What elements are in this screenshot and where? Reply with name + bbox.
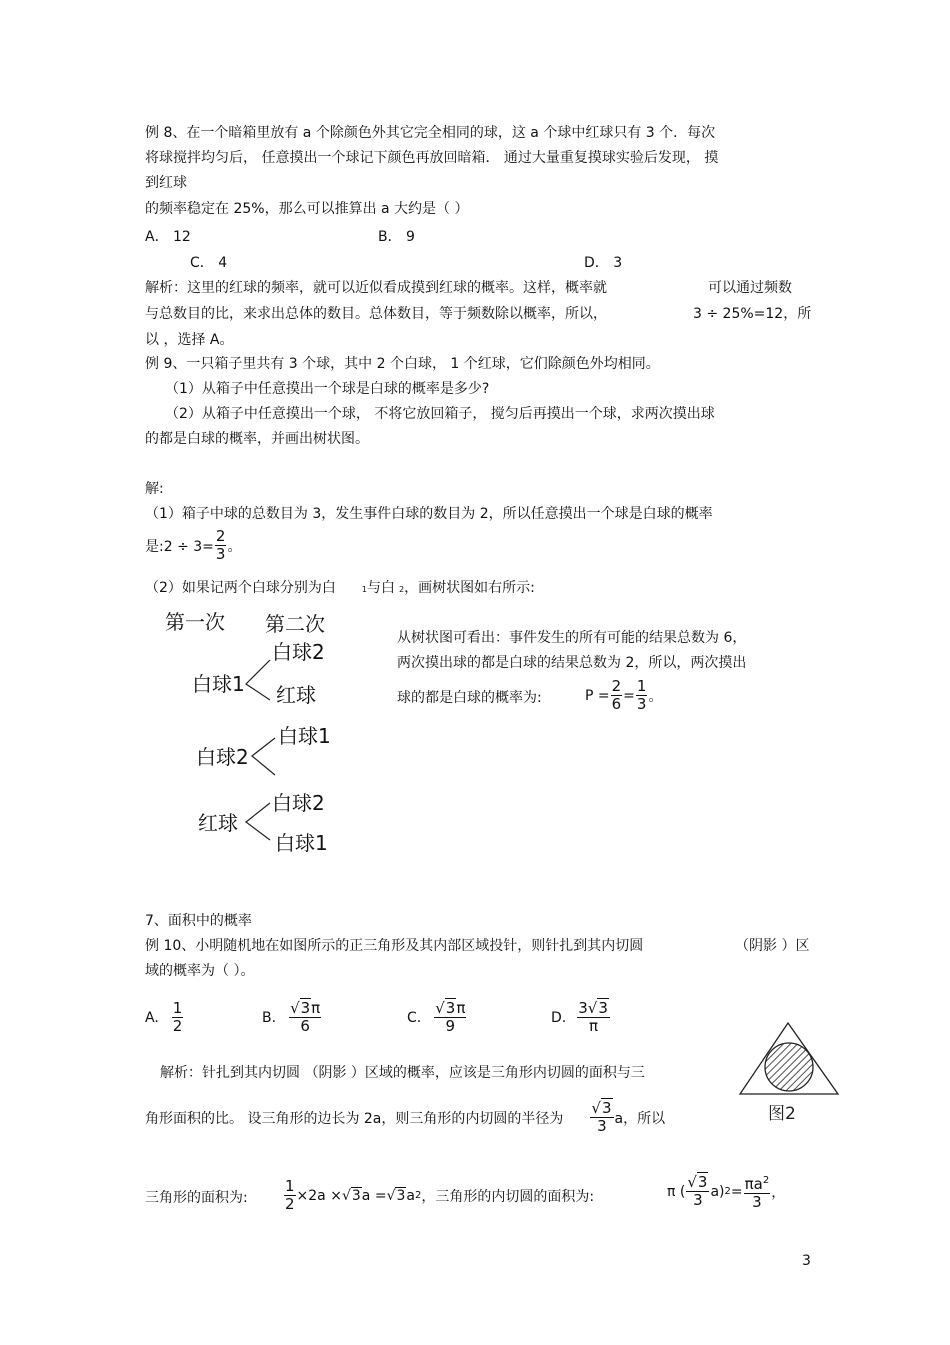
tree-node-b: 白球2 <box>196 745 249 769</box>
ex9-line1: 例 9、一只箱子里共有 3 个球，其中 2 个白球， 1 个红球，它们除颜色外均相同。 <box>145 356 660 372</box>
ex8-line3: 到红球 <box>145 175 187 191</box>
tree-node-c: 红球 <box>198 811 238 835</box>
pi: π <box>456 999 466 1017</box>
fraction-1-3 <box>636 678 648 713</box>
den: π <box>589 1017 599 1035</box>
tree-header-first: 第一次 <box>165 610 225 634</box>
sup: 2 <box>762 1175 770 1186</box>
den: 6 <box>300 1017 310 1035</box>
num: √3π <box>435 999 466 1017</box>
tree-node-b1: 白球1 <box>278 724 331 748</box>
ex9-question-2: （2）从箱子中任意摸出一个球， 不将它放回箱子， 搅匀后再摸出一个球，求两次摸出球 <box>165 406 715 422</box>
ex9-probability-formula <box>585 678 662 713</box>
s1b-post: 。 <box>227 538 242 555</box>
opt-label: A. <box>145 1009 159 1026</box>
branch-a <box>246 660 270 700</box>
p-lhs: P = <box>585 687 610 704</box>
fraction-2-6 <box>611 678 623 713</box>
ex8-option-c: C． 4 <box>190 255 228 271</box>
triangle-incircle-figure <box>738 1018 842 1128</box>
ex10-analysis-2 <box>145 1100 665 1135</box>
den: 9 <box>445 1017 456 1035</box>
ex10-option-b <box>262 1000 322 1035</box>
sub2: 2 <box>399 585 405 594</box>
c-end: ， <box>771 1184 786 1201</box>
c-t: a) <box>710 1183 725 1200</box>
sqrt-val: 3 <box>351 1187 361 1204</box>
num: 2 <box>611 677 622 695</box>
sub1: 1 <box>361 585 368 594</box>
tree-node-c1: 白球2 <box>272 791 325 815</box>
den: 3 <box>215 545 226 563</box>
num: √3 <box>591 1099 612 1117</box>
ex8-option-b: B． 9 <box>378 229 415 245</box>
den: 3 <box>636 695 647 713</box>
an3b: ，三角形的内切圆的面积为: <box>421 1188 595 1205</box>
s2a: （2）如果记两个白球分别为白 <box>145 580 336 596</box>
pia: πa <box>744 1175 763 1193</box>
t3: a <box>406 1187 415 1204</box>
circle-area-formula <box>667 1172 785 1211</box>
ex8-line4: 的频率稳定在 25%，那么可以推算出 a 大约是（ ） <box>145 201 469 217</box>
ex8-analysis-2: 与总数目的比，来求出总体的数目。总体数目，等于频数除以概率，所以， <box>145 306 607 322</box>
ex8-option-d: D． 3 <box>584 255 623 271</box>
fraction <box>172 1000 184 1035</box>
ex9-solution-1: （1）箱子中球的总数目为 3，发生事件白球的数目为 2，所以任意摸出一个球是白球的概率 <box>145 506 713 522</box>
opt-label: B. <box>262 1009 277 1026</box>
num: 1 <box>172 999 183 1017</box>
fraction-half <box>284 1178 296 1213</box>
fraction <box>577 1000 610 1035</box>
ex8-line2: 将球搅拌均匀后， 任意摸出一个球记下颜色再放回暗箱． 通过大量重复摸球实验后发现， 摸 <box>145 150 719 166</box>
ex10-line1: 例 10、小明随机地在如图所示的正三角形及其内部区域投针，则针扎到其内切圆 <box>145 938 644 954</box>
ex9-solution-label: 解: <box>145 481 164 497</box>
ex10-analysis-3-label: 三角形的面积为: <box>145 1190 248 1206</box>
fraction <box>434 1000 466 1035</box>
sqrt-val: 3 <box>697 1173 708 1191</box>
sqrt-val: 3 <box>396 1187 406 1204</box>
fraction <box>744 1172 771 1211</box>
t2: a = <box>361 1187 387 1204</box>
an2-post: a，所以 <box>614 1110 666 1127</box>
den: 3 <box>597 1117 607 1135</box>
tree-header-second: 第二次 <box>265 612 325 636</box>
tree-node-a2: 红球 <box>276 683 316 707</box>
pi-open: π ( <box>667 1183 686 1200</box>
ex8-analysis-1b: 可以通过频数 <box>708 280 792 296</box>
s1b-pre: 是:2 ÷ 3= <box>145 538 214 555</box>
ex10-line2: 域的概率为（ ）。 <box>145 963 255 979</box>
ex8-line1: 例 8、在一个暗箱里放有 a 个除颜色外其它完全相同的球，这 a 个球中红球只有 3 个．每次 <box>145 125 716 141</box>
c-eq: = <box>730 1183 743 1200</box>
sqrt-val: 3 <box>300 999 311 1017</box>
num: 1 <box>285 1177 295 1195</box>
ex8-analysis-2b: 3 ÷ 25%=12，所 <box>693 306 812 322</box>
ex10-option-c <box>407 1000 467 1035</box>
den: 6 <box>611 695 622 713</box>
num: 1 <box>636 677 647 695</box>
den: 3 <box>693 1191 703 1209</box>
fraction <box>289 1000 321 1035</box>
page-number: 3 <box>802 1253 811 1269</box>
tree-node-a: 白球1 <box>192 672 245 696</box>
an2-text: 角形面积的比。 设三角形的边长为 2a，则三角形的内切圆的半径为 <box>145 1110 564 1127</box>
s2b: 与白 <box>367 580 396 596</box>
den: 3 <box>752 1193 762 1211</box>
triangle-area-formula <box>283 1178 594 1213</box>
p-eq: = <box>623 687 635 704</box>
fraction <box>686 1174 709 1209</box>
figure-label: 图2 <box>768 1104 796 1124</box>
ex8-analysis-3: 以 ，选择 A。 <box>145 332 234 348</box>
ex10-option-a <box>145 1000 184 1035</box>
tree-node-c2: 白球1 <box>275 831 328 855</box>
ex10-analysis-1: 解析：针扎到其内切圆 （阴影 ）区域的概率，应该是三角形内切圆的面积与三 <box>160 1065 645 1081</box>
inscribed-circle <box>765 1043 813 1091</box>
branch-b <box>252 738 275 775</box>
tree-node-a1: 白球2 <box>272 640 325 664</box>
num <box>744 1172 771 1194</box>
s2c: ，画树状图如右所示: <box>404 580 535 596</box>
den: 2 <box>285 1195 295 1213</box>
num: √3 <box>687 1173 708 1191</box>
ex9-tree-text-3: 球的都是白球的概率为: <box>397 690 542 706</box>
opt-label: D. <box>551 1009 567 1026</box>
opt-label: C. <box>407 1009 422 1026</box>
ex9-tree-text-1: 从树状图可看出：事件发生的所有可能的结果总数为 6， <box>397 630 747 646</box>
ex9-question-2b: 的都是白球的概率，并画出树状图。 <box>145 431 369 447</box>
sup: 2 <box>415 1190 422 1201</box>
t1: ×2a × <box>296 1187 342 1204</box>
fraction <box>590 1100 613 1135</box>
sqrt-val: 3 <box>601 1099 612 1117</box>
sup: 2 <box>724 1186 731 1197</box>
ex9-tree-text-2: 两次摸出球的都是白球的结果总数为 2，所以，两次摸出 <box>397 655 747 671</box>
ex10-line1b: （阴影 ）区 <box>735 938 810 954</box>
ex8-option-a: A． 12 <box>145 229 191 245</box>
coef: 3 <box>578 999 588 1017</box>
sqrt: √3 <box>341 1187 361 1204</box>
pi: π <box>311 999 321 1017</box>
num: √3π <box>290 999 321 1017</box>
sqrt-val: 3 <box>598 999 608 1017</box>
p-end: 。 <box>648 688 663 705</box>
num: 3√3 <box>578 999 608 1017</box>
ex10-option-d <box>551 1000 611 1035</box>
section-7-title: 7、面积中的概率 <box>145 913 252 929</box>
ex8-analysis-1: 解析：这里的红球的频率，就可以近似看成摸到红球的概率。这样，概率就 <box>145 280 607 296</box>
num: 2 <box>215 527 226 545</box>
sqrt-val: 3 <box>445 999 456 1017</box>
den: 2 <box>172 1017 183 1035</box>
branch-c <box>246 803 270 840</box>
ex9-question-1: （1）从箱子中任意摸出一个球是白球的概率是多少? <box>165 381 490 397</box>
sqrt: √3 <box>386 1187 406 1204</box>
